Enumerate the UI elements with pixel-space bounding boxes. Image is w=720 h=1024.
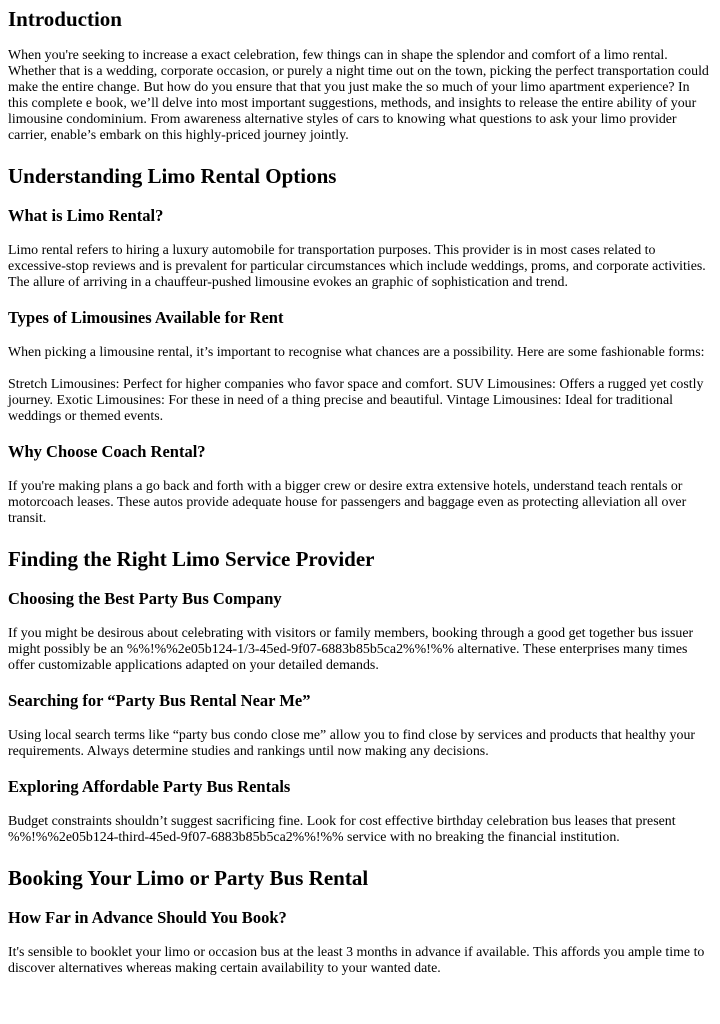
- subheading-how-far-in-advance: How Far in Advance Should You Book?: [8, 908, 287, 927]
- paragraph-best-party-bus-company: If you might be desirous about celebrating with visitors or family members, booking through a good get together bus issuer might possibly be an %%!%%2e05b124-1/3-45ed-9f07-6883b85b5ca2%%!%% alternative. These enterprises many times offer customizable applications adapted on your detailed demands.: [8, 626, 694, 673]
- heading-booking-rental: Booking Your Limo or Party Bus Rental: [8, 866, 369, 890]
- paragraph-how-far-in-advance: It's sensible to booklet your limo or occasion bus at the least 3 months in advance if available. This affords you ample time to discover alternatives whereas making certain availability to your wanted date.: [8, 945, 705, 976]
- subheading-types-of-limousines: Types of Limousines Available for Rent: [8, 308, 284, 327]
- subheading-searching-party-bus: Searching for “Party Bus Rental Near Me”: [8, 691, 311, 710]
- paragraph-types-intro: When picking a limousine rental, it’s important to recognise what chances are a possibility. Here are some fashionable forms:: [8, 345, 705, 360]
- subheading-why-choose-coach-rental: Why Choose Coach Rental?: [8, 442, 206, 461]
- article: [0, 6, 712, 977]
- paragraph-types-list: Stretch Limousines: Perfect for higher companies who favor space and comfort. SUV Limousines: Offers a rugged yet costly journey. Exotic Limousines: For these in need of a thing precise and beautiful. Vintage Limousines: Ideal for traditional weddings or themed events.: [8, 377, 704, 424]
- paragraph-coach-rental: If you're making plans a go back and forth with a bigger crew or desire extra extensive hotels, understand teach rentals or motorcoach leases. These autos provide adequate house for passengers and baggage even as protecting alleviation all over transit.: [8, 479, 687, 526]
- paragraph-affordable-party-bus: Budget constraints shouldn’t suggest sacrificing fine. Look for cost effective birthday celebration bus leases that present %%!%%2e05b124-third-45ed-9f07-6883b85b5ca2%%!%% service with no breaking the financial institution.: [8, 814, 676, 845]
- heading-finding-right-provider: Finding the Right Limo Service Provider: [8, 547, 375, 571]
- subheading-best-party-bus-company: Choosing the Best Party Bus Company: [8, 589, 282, 608]
- paragraph-introduction: When you're seeking to increase a exact celebration, few things can in shape the splendor and comfort of a limo rental. Whether that is a wedding, corporate occasion, or purely a night time out on the town, picking the perfect transportation could make the entire change. But how do you ensure that that you just make the so much of your limo apartment experience? In this complete e book, we’ll delve into most important suggestions, methods, and insights to release the entire ability of your limousine condominium. From awareness alternative styles of cars to knowing what questions to ask your limo provider carrier, enable’s embark on this highly-priced journey jointly.: [8, 48, 709, 143]
- paragraph-searching-party-bus: Using local search terms like “party bus condo close me” allow you to find close by services and products that healthy your requirements. Always determine studies and rankings until now making any decisions.: [8, 728, 696, 759]
- subheading-what-is-limo-rental: What is Limo Rental?: [8, 206, 164, 225]
- subheading-affordable-party-bus: Exploring Affordable Party Bus Rentals: [8, 777, 291, 796]
- heading-understanding-limo-rental-options: Understanding Limo Rental Options: [8, 164, 337, 188]
- heading-introduction: Introduction: [8, 7, 122, 31]
- paragraph-what-is-limo-rental: Limo rental refers to hiring a luxury automobile for transportation purposes. This provider is in most cases related to excessive-stop reviews and is prevalent for particular circumstances which include weddings, proms, and corporate activities. The allure of arriving in a chauffeur-pushed limousine evokes an graphic of sophistication and trend.: [8, 243, 706, 290]
